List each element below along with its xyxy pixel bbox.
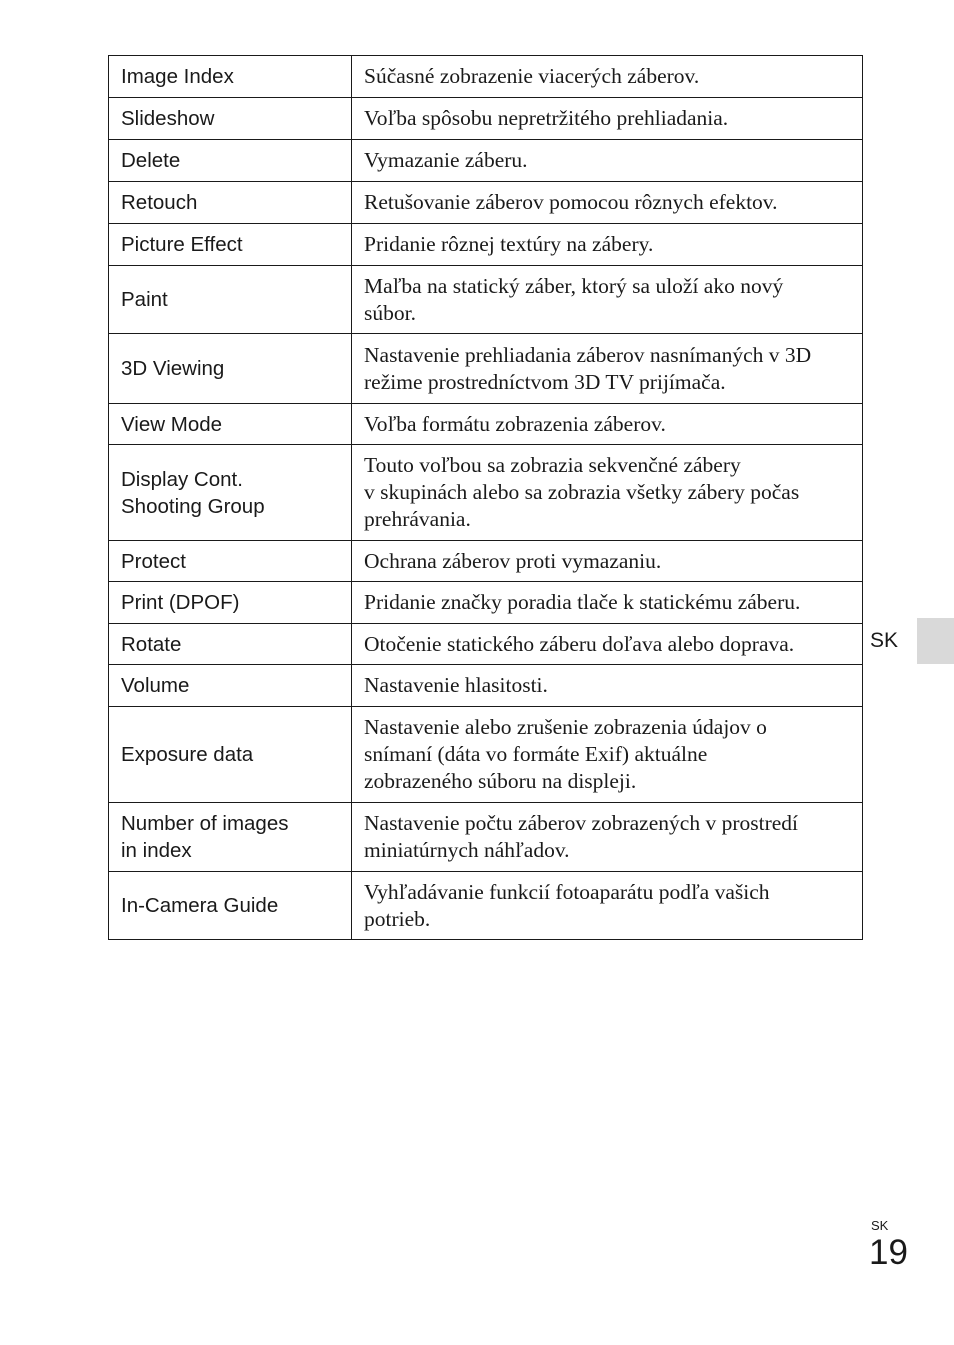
menu-item-description-cell <box>352 665 863 707</box>
menu-item-name: Number of images in index <box>121 812 289 862</box>
menu-item-description: Otočenie statického záberu doľava alebo doprava. <box>364 631 795 656</box>
table-row <box>109 404 863 445</box>
menu-item-name: Paint <box>121 288 168 311</box>
menu-item-name: 3D Viewing <box>121 357 225 380</box>
menu-item-name-cell <box>109 665 352 707</box>
menu-item-description-cell <box>352 224 863 266</box>
menu-item-description-cell <box>352 140 863 182</box>
table-row <box>109 803 863 872</box>
menu-item-name: Print (DPOF) <box>121 591 240 614</box>
menu-item-description: Pridanie rôznej textúry na zábery. <box>364 232 654 256</box>
menu-item-name: Rotate <box>121 632 182 656</box>
menu-item-description-cell <box>352 266 863 334</box>
menu-table-body <box>109 56 863 940</box>
menu-item-name: Picture Effect <box>121 233 243 256</box>
menu-item-description-cell <box>352 334 863 404</box>
menu-item-name: Protect <box>121 549 186 573</box>
table-row <box>109 582 863 624</box>
menu-item-name-cell <box>109 224 352 266</box>
table-row <box>109 445 863 541</box>
menu-item-description: Maľba na statický záber, ktorý sa uloží ako nový súbor. <box>364 273 784 325</box>
table-row <box>109 707 863 803</box>
menu-item-name-cell <box>109 140 352 182</box>
menu-item-name: Retouch <box>121 191 198 214</box>
menu-item-name: Image Index <box>121 65 234 88</box>
menu-item-description-cell <box>352 803 863 872</box>
menu-item-name: In-Camera Guide <box>121 894 279 917</box>
menu-item-description: Retušovanie záberov pomocou rôznych efektov. <box>364 190 778 214</box>
table-row <box>109 541 863 582</box>
table-row <box>109 98 863 140</box>
table-row <box>109 182 863 224</box>
menu-item-description-cell <box>352 98 863 140</box>
menu-item-description-cell <box>352 624 863 665</box>
menu-item-name: Exposure data <box>121 743 254 766</box>
table-row <box>109 266 863 334</box>
table-row <box>109 872 863 940</box>
menu-item-name-cell <box>109 707 352 803</box>
menu-item-description: Vymazanie záberu. <box>364 148 528 172</box>
menu-item-name-cell <box>109 803 352 872</box>
menu-item-name: Delete <box>121 149 181 172</box>
menu-item-description: Nastavenie hlasitosti. <box>364 673 548 697</box>
menu-item-name-cell <box>109 182 352 224</box>
menu-item-description-cell <box>352 582 863 624</box>
menu-item-name-cell <box>109 445 352 541</box>
page-number: 19 <box>869 1233 908 1272</box>
menu-item-description-cell <box>352 404 863 445</box>
menu-item-name: View Mode <box>121 412 223 436</box>
menu-item-name-cell <box>109 624 352 665</box>
menu-item-name-cell <box>109 266 352 334</box>
menu-item-description-cell <box>352 872 863 940</box>
menu-item-name: Slideshow <box>121 107 215 130</box>
table-row <box>109 624 863 665</box>
table-row <box>109 224 863 266</box>
menu-item-description: Pridanie značky poradia tlače k statickému záberu. <box>364 590 801 614</box>
menu-item-description-cell <box>352 182 863 224</box>
menu-item-name-cell <box>109 98 352 140</box>
menu-item-description: Nastavenie prehliadania záberov nasnímaných v 3D režime prostredníctvom 3D TV prijímača. <box>364 342 812 394</box>
menu-item-description-cell <box>352 707 863 803</box>
page-language-code: SK <box>871 1218 889 1233</box>
menu-item-description: Touto voľbou sa zobrazia sekvenčné zábery v skupinách alebo sa zobrazia všetky zábery počas prehrávania. <box>364 453 800 531</box>
menu-item-description-cell <box>352 541 863 582</box>
table-row <box>109 56 863 98</box>
menu-item-name-cell <box>109 56 352 98</box>
menu-item-description-cell <box>352 56 863 98</box>
menu-item-description: Nastavenie počtu záberov zobrazených v prostredí miniatúrnych náhľadov. <box>364 811 798 862</box>
menu-item-description: Nastavenie alebo zrušenie zobrazenia údajov o snímaní (dáta vo formáte Exif) aktuálne zobrazeného súboru na displeji. <box>364 715 767 793</box>
menu-item-name: Volume <box>121 674 190 697</box>
menu-item-name-cell <box>109 541 352 582</box>
menu-item-name: Display Cont. Shooting Group <box>121 467 265 518</box>
menu-item-name-cell <box>109 872 352 940</box>
menu-item-description-cell <box>352 445 863 541</box>
language-tab <box>917 618 954 664</box>
menu-item-description: Vyhľadávanie funkcií fotoaparátu podľa vašich potrieb. <box>364 879 770 931</box>
menu-item-description: Voľba spôsobu nepretržitého prehliadania. <box>364 106 729 130</box>
table-row <box>109 665 863 707</box>
menu-item-description: Ochrana záberov proti vymazaniu. <box>364 548 662 573</box>
table-row <box>109 334 863 404</box>
menu-table <box>108 55 863 940</box>
menu-item-name-cell <box>109 582 352 624</box>
menu-item-description: Súčasné zobrazenie viacerých záberov. <box>364 64 700 88</box>
menu-item-name-cell <box>109 404 352 445</box>
menu-item-name-cell <box>109 334 352 404</box>
language-label: SK <box>870 629 899 652</box>
table-row <box>109 140 863 182</box>
menu-item-description: Voľba formátu zobrazenia záberov. <box>364 411 666 436</box>
